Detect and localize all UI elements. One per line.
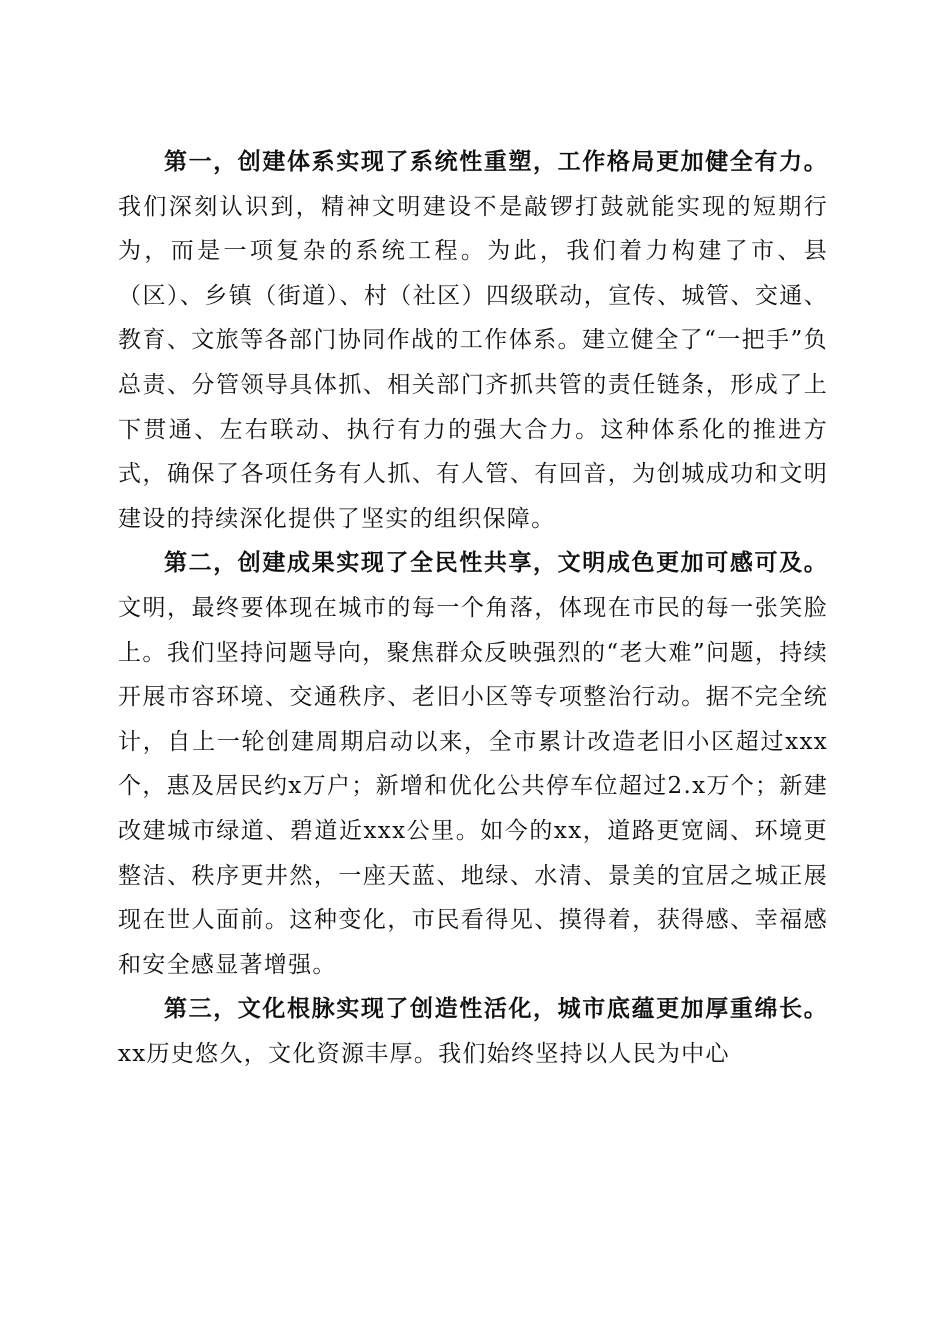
paragraph-third xyxy=(118,987,828,1076)
paragraph-heading: 第一，创建体系实现了系统性重塑，工作格局更加健全有力。 xyxy=(164,148,828,175)
paragraph-heading: 第三，文化根脉实现了创造性活化，城市底蕴更加厚重绵长。 xyxy=(164,995,828,1023)
paragraph-heading: 第二，创建成果实现了全民性共享，文明成色更加可感可及。 xyxy=(164,549,828,577)
paragraph-second xyxy=(118,541,828,987)
paragraph-text: 我们深刻认识到，精神文明建设不是敲锣打鼓就能实现的短期行为，而是一项复杂的系统工程。为此，我们着力构建了市、县（区）、乡镇（街道）、村（社区）四级联动，宣传、城管、交通、教育、文旅等各部门协同作战的工作体系。建立健全了“一把手”负总责、分管领导具体抓、相关部门齐抓共管的责任链条，形成了上下贯通、左右联动、执行有力的强大合力。这种体系化的推进方式，确保了各项任务有人抓、有人管、有回音，为创城成功和文明建设的持续深化提供了坚实的组织保障。 xyxy=(118,193,828,532)
paragraph-text: xx历史悠久，文化资源丰厚。我们始终坚持以人民为中心 xyxy=(118,1040,730,1067)
paragraph-first xyxy=(118,140,828,541)
paragraph-text: 文明，最终要体现在城市的每一个角落，体现在市民的每一张笑脸上。我们坚持问题导向，聚焦群众反映强烈的“老大难”问题，持续开展市容环境、交通秩序、老旧小区等专项整治行动。据不完全统计，自上一轮创建周期启动以来，全市累计改造老旧小区超过xxx个，惠及居民约x万户；新增和优化公共停车位超过2.x万个；新建改建城市绿道、碧道近xxx公里。如今的xx，道路更宽阔、环境更整洁、秩序更井然，一座天蓝、地绿、水清、景美的宜居之城正展现在世人面前。这种变化，市民看得见、摸得着，获得感、幸福感和安全感显著增强。 xyxy=(118,594,828,978)
document-body xyxy=(118,140,828,1076)
